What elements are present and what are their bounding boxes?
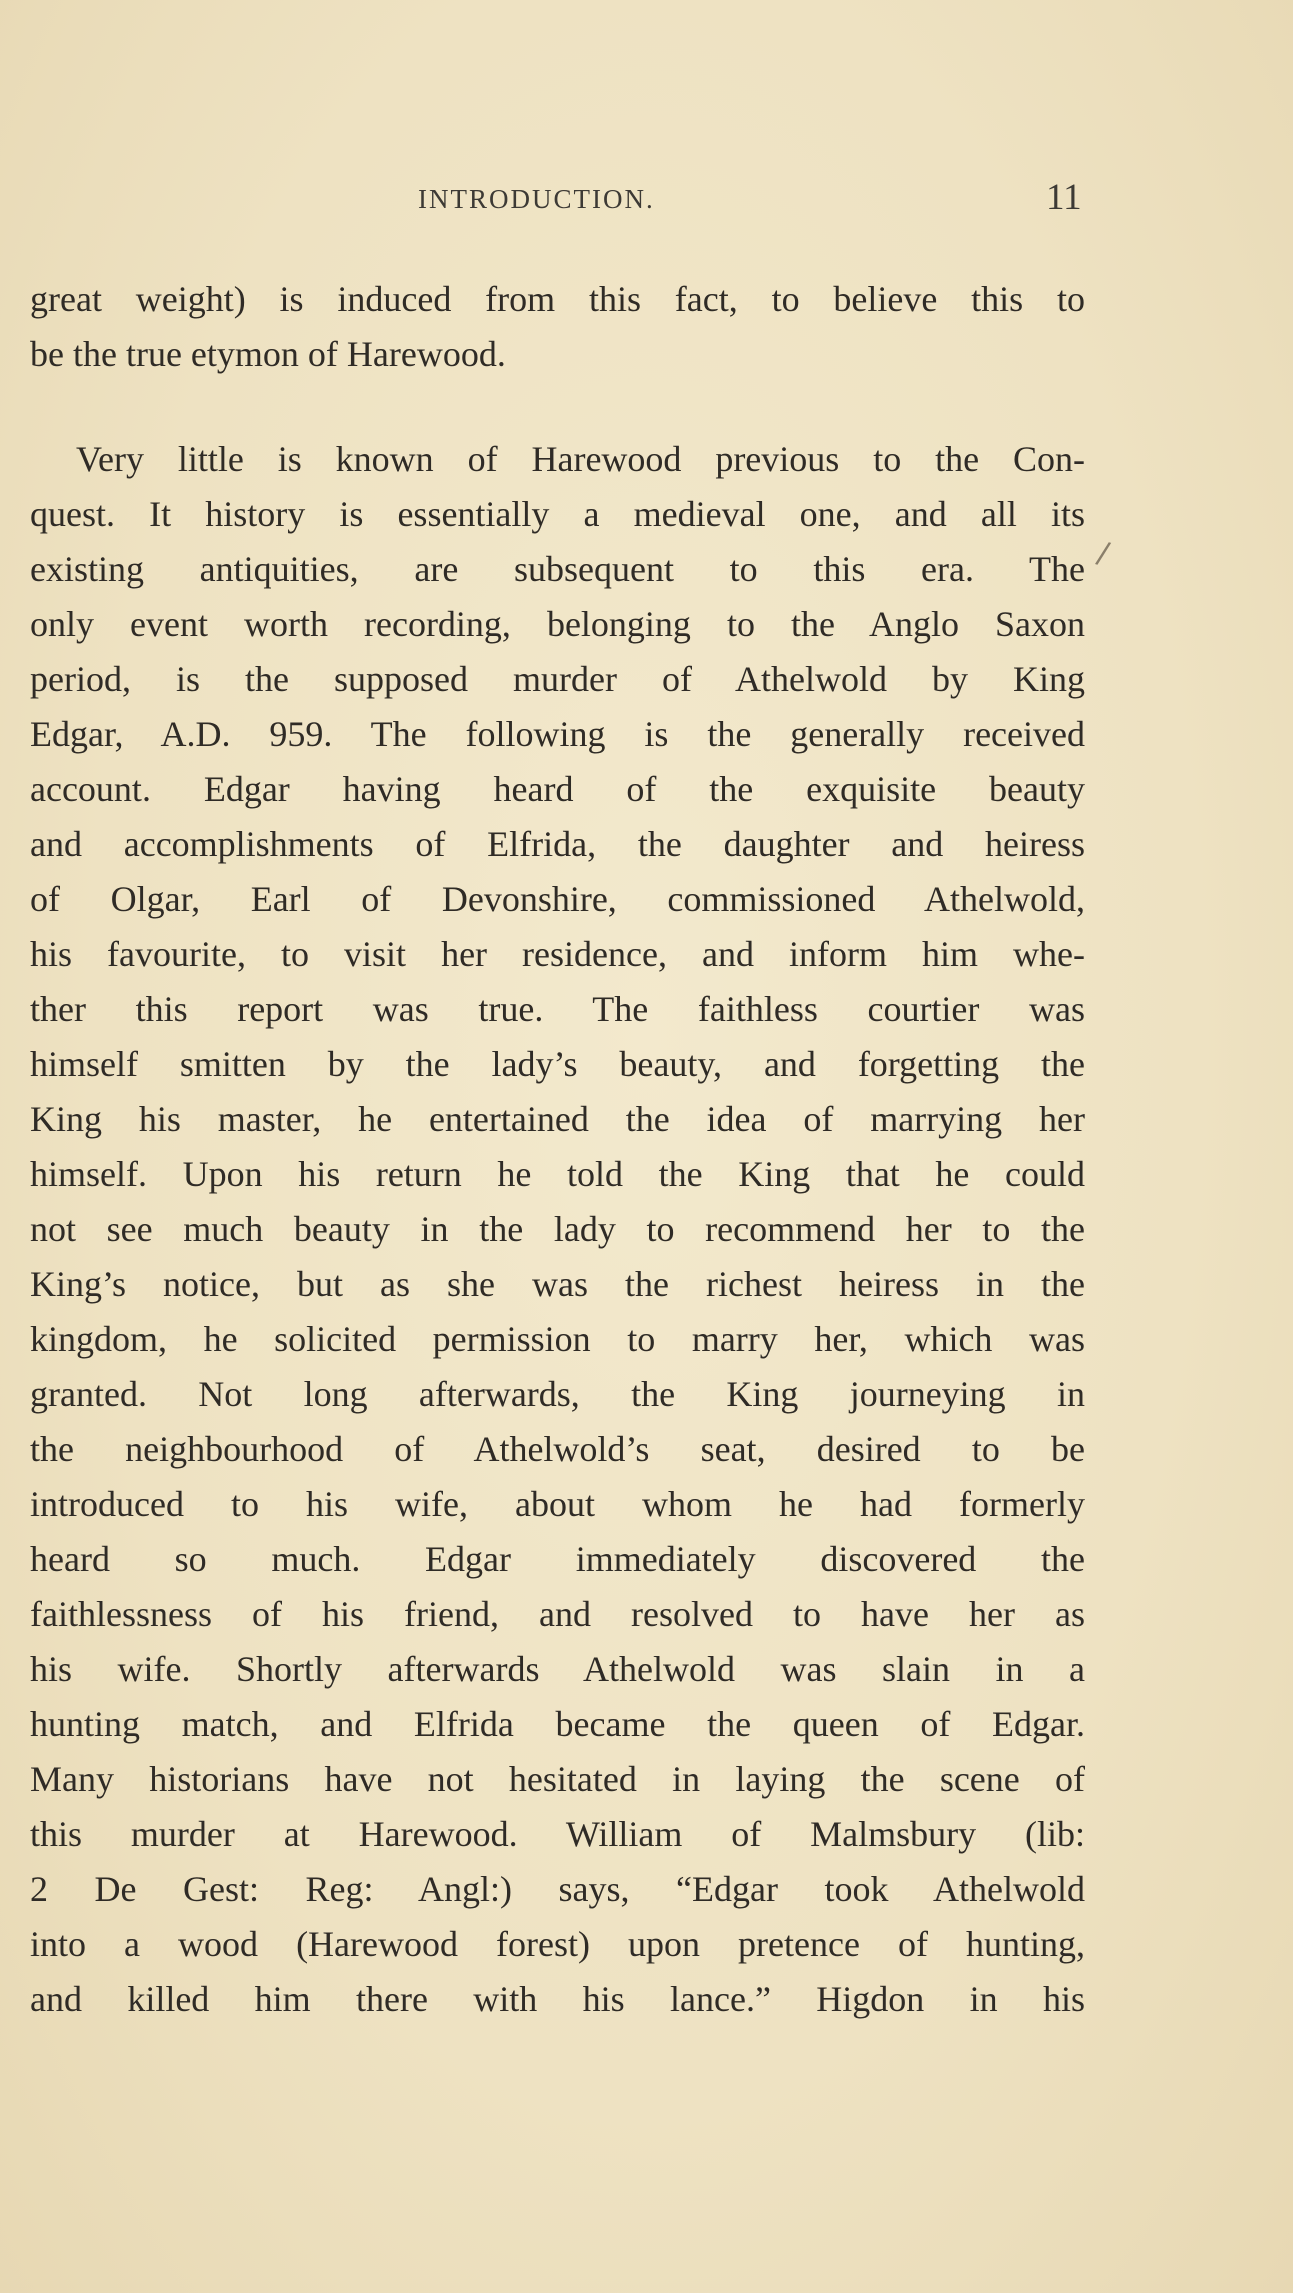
text-line: King his master, he entertained the idea of marrying her <box>30 1099 1085 1139</box>
text-line: himself. Upon his return he told the King that he could <box>30 1154 1085 1194</box>
text-line: quest. It history is essentially a medieval one, and all its <box>30 494 1085 534</box>
text-line: and accomplishments of Elfrida, the daughter and heiress <box>30 824 1085 864</box>
text-line: Very little is known of Harewood previous to the Con- <box>76 439 1085 479</box>
text-line: himself smitten by the lady’s beauty, and forgetting the <box>30 1044 1085 1084</box>
text-line: the neighbourhood of Athelwold’s seat, desired to be <box>30 1429 1085 1469</box>
text-line: granted. Not long afterwards, the King journeying in <box>30 1374 1085 1414</box>
paragraph-gap <box>30 382 1085 432</box>
text-line: his wife. Shortly afterwards Athelwold was slain in a <box>30 1649 1085 1689</box>
text-line: be the true etymon of Harewood. <box>30 334 506 374</box>
text-line: account. Edgar having heard of the exquisite beauty <box>30 769 1085 809</box>
text-line: heard so much. Edgar immediately discovered the <box>30 1539 1085 1579</box>
text-line: into a wood (Harewood forest) upon pretence of hunting, <box>30 1924 1085 1964</box>
margin-pencil-mark: / <box>1093 535 1113 572</box>
text-line: existing antiquities, are subsequent to this era. The <box>30 549 1085 589</box>
text-line: King’s notice, but as she was the richest heiress in the <box>30 1264 1085 1304</box>
text-line: and killed him there with his lance.” Higdon in his <box>30 1979 1085 2019</box>
body-text <box>30 272 1085 2027</box>
text-line: introduced to his wife, about whom he had formerly <box>30 1484 1085 1524</box>
running-title: INTRODUCTION. <box>418 184 655 214</box>
text-line: not see much beauty in the lady to recommend her to the <box>30 1209 1085 1249</box>
running-head <box>0 176 1293 226</box>
text-line: 2 De Gest: Reg: Angl:) says, “Edgar took Athelwold <box>30 1869 1085 1909</box>
text-line: Many historians have not hesitated in laying the scene of <box>30 1759 1085 1799</box>
text-line: of Olgar, Earl of Devonshire, commissioned Athelwold, <box>30 879 1085 919</box>
text-line: only event worth recording, belonging to the Anglo Saxon <box>30 604 1085 644</box>
text-line: his favourite, to visit her residence, and inform him whe- <box>30 934 1085 974</box>
text-line: kingdom, he solicited permission to marry her, which was <box>30 1319 1085 1359</box>
text-line: great weight) is induced from this fact, to believe this to <box>30 279 1085 319</box>
text-line: hunting match, and Elfrida became the queen of Edgar. <box>30 1704 1085 1744</box>
text-line: ther this report was true. The faithless courtier was <box>30 989 1085 1029</box>
text-line: faithlessness of his friend, and resolved to have her as <box>30 1594 1085 1634</box>
text-line: period, is the supposed murder of Athelwold by King <box>30 659 1085 699</box>
text-line: this murder at Harewood. William of Malmsbury (lib: <box>30 1814 1085 1854</box>
page-number: 11 <box>1046 177 1082 218</box>
text-line: Edgar, A.D. 959. The following is the generally received <box>30 714 1085 754</box>
